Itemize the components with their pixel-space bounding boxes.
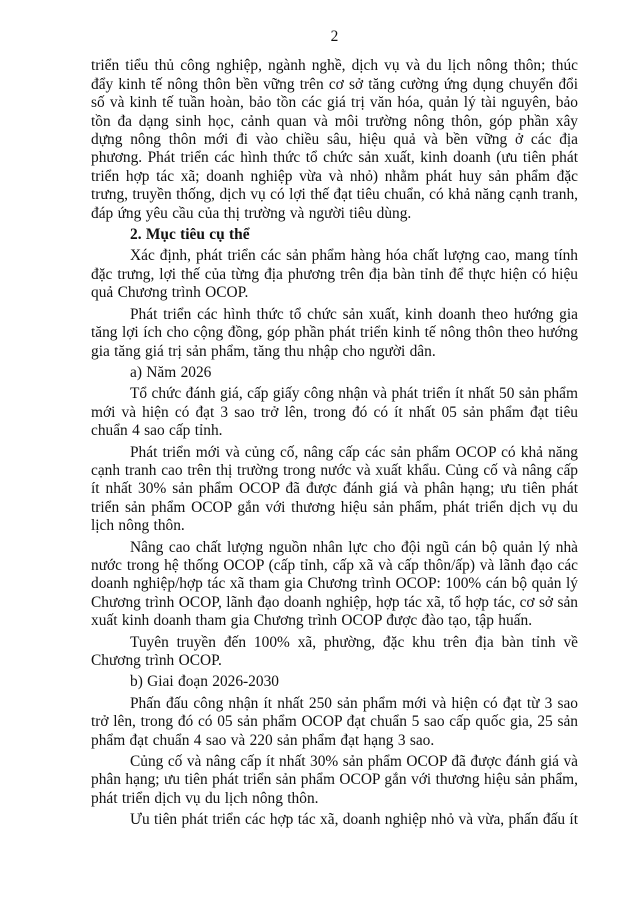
paragraph-to-chuc-danh-gia: Tổ chức đánh giá, cấp giấy công nhận và phát triển ít nhất 50 sản phẩm mới và hiện có đạt 3 sao trở lên, trong đó có ít nhất 05 sản phẩm đạt tiêu chuẩn 4 sao cấp tỉnh. <box>91 385 578 440</box>
paragraph-continuation: triển tiểu thủ công nghiệp, ngành nghề, dịch vụ và du lịch nông thôn; thúc đẩy kinh tế nông thôn bền vững trên cơ sở tăng cường ứng dụng chuyển đổi số và kinh tế tuần hoàn, bảo tồn các giá trị văn hóa, quản lý tài nguyên, bảo tồn đa dạng sinh học, cảnh quan và môi trường nông thôn, góp phần xây dựng nông thôn mới đi vào chiều sâu, hiệu quả và bền vững ở các địa phương. Phát triển các hình thức tổ chức sản xuất, kinh doanh (ưu tiên phát triển hợp tác xã; doanh nghiệp vừa và nhỏ) nhằm phát huy sản phẩm đặc trưng, truyền thống, dịch vụ có lợi thế đạt tiêu chuẩn, có khả năng cạnh tranh, đáp ứng yêu cầu của thị trường và người tiêu dùng. <box>91 57 578 222</box>
paragraph-tuyen-truyen: Tuyên truyền đến 100% xã, phường, đặc khu trên địa bàn tỉnh về Chương trình OCOP. <box>91 633 578 669</box>
item-a-nam-2026: a) Năm 2026 <box>130 363 212 381</box>
paragraph-phat-trien-moi-cung-co: Phát triển mới và củng cố, nâng cấp các sản phẩm OCOP có khả năng cạnh tranh cao trên thị trường trong nước và xuất khẩu. Củng cố và nâng cấp ít nhất 30% sản phẩm OCOP đã được đánh giá và phân hạng; ưu tiên phát triển sản phẩm OCOP gắn với thương hiệu sản phẩm, phát triển dịch vụ du lịch nông thôn. <box>91 443 578 535</box>
paragraph-uu-tien-hop-tac-xa: Ưu tiên phát triển các hợp tác xã, doanh nghiệp nhỏ và vừa, phấn đấu ít <box>130 811 578 829</box>
page-number: 2 <box>330 28 339 45</box>
paragraph-nang-cao-chat-luong: Nâng cao chất lượng nguồn nhân lực cho đội ngũ cán bộ quản lý nhà nước trong hệ thống OCOP (cấp tỉnh, cấp xã và cấp thôn/ấp) và lãnh đạo các doanh nghiệp/hợp tác xã tham gia Chương trình OCOP: 100% cán bộ quản lý Chương trình OCOP, lãnh đạo doanh nghiệp, hợp tác xã, tổ hợp tác, cơ sở sản xuất kinh doanh tham gia Chương trình OCOP được đào tạo, tập huấn. <box>91 538 578 630</box>
section-heading-muc-tieu-cu-the: 2. Mục tiêu cụ thể <box>130 226 250 244</box>
paragraph-cung-co-nang-cap: Củng cố và nâng cấp ít nhất 30% sản phẩm OCOP đã được đánh giá và phân hạng; ưu tiên phát triển sản phẩm OCOP gắn với thương hiệu sản phẩm, phát triển dịch vụ du lịch nông thôn. <box>91 753 578 807</box>
paragraph-phan-dau-cong-nhan: Phấn đấu công nhận ít nhất 250 sản phẩm mới và hiện có đạt từ 3 sao trở lên, trong đó có 05 sản phẩm OCOP đạt chuẩn 5 sao cấp quốc gia, 25 sản phẩm đạt chuẩn 4 sao và 220 sản phẩm đạt hạng 3 sao. <box>91 694 578 749</box>
item-b-giai-doan-2026-2030: b) Giai đoạn 2026-2030 <box>130 673 279 691</box>
paragraph-phat-trien-hinh-thuc: Phát triển các hình thức tổ chức sản xuất, kinh doanh theo hướng gia tăng lợi ích cho cộng đồng, góp phần phát triển kinh tế nông thôn theo hướng gia tăng giá trị sản phẩm, tăng thu nhập cho người dân. <box>91 305 578 360</box>
paragraph-xac-dinh: Xác định, phát triển các sản phẩm hàng hóa chất lượng cao, mang tính đặc trưng, lợi thế của từng địa phương trên địa bàn tỉnh để thực hiện có hiệu quả Chương trình OCOP. <box>91 247 578 302</box>
